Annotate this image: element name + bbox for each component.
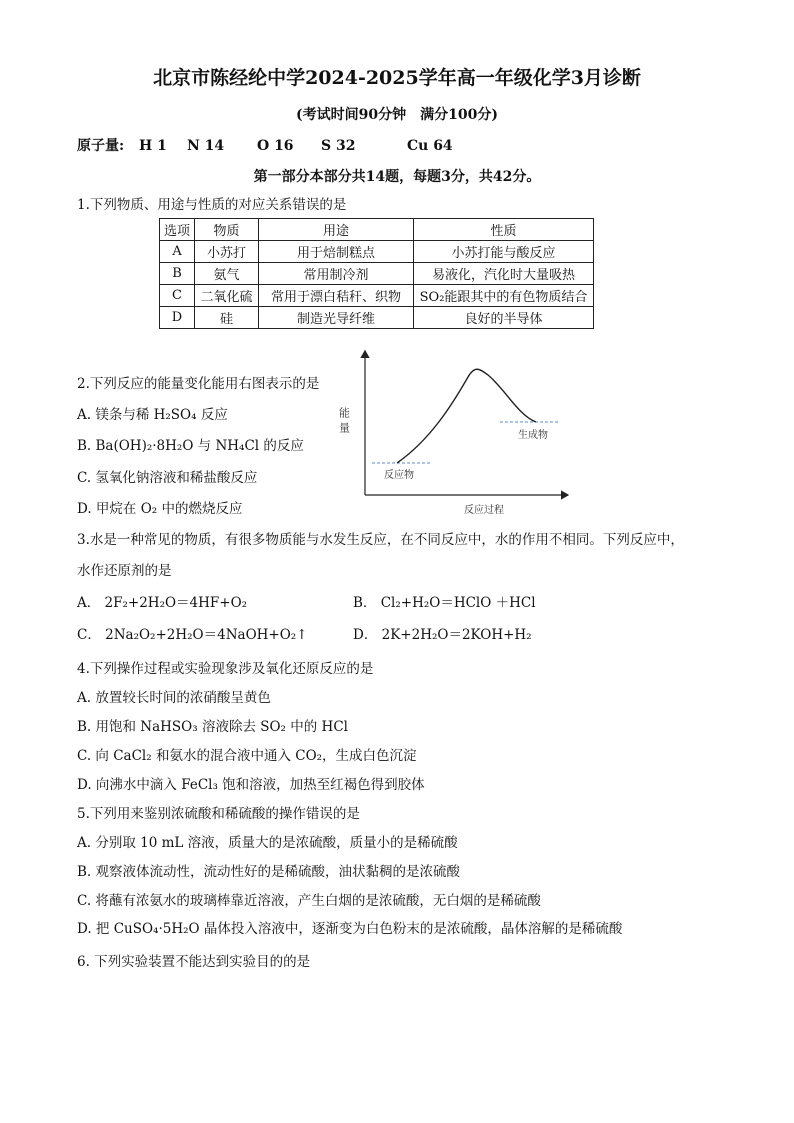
table-cell: 小苏打能与酸反应 [414, 241, 594, 263]
table-header-cell: 性质 [414, 219, 594, 241]
q5-option-c: C. 将蘸有浓氨水的玻璃棒靠近溶液，产生白烟的是浓硫酸，无白烟的是稀硫酸 [77, 893, 541, 909]
q2-option-b: B. Ba(OH)₂·8H₂O 与 NH₄Cl 的反应 [77, 438, 304, 454]
y-axis-label: 能量 [337, 407, 351, 437]
part-one-heading: 第一部分本部分共14题，每题3分，共42分。 [253, 169, 541, 185]
table-cell: 常用于漂白秸秆、织物 [259, 285, 414, 307]
q1-table [159, 218, 594, 329]
table-cell: 常用制冷剂 [259, 263, 414, 285]
q1-stem: 1.下列物质、用途与性质的对应关系错误的是 [77, 197, 347, 213]
q3-stem-line1: 3.水是一种常见的物质，有很多物质能与水发生反应，在不同反应中，水的作用不相同。下列反应中， [77, 532, 684, 548]
q5-option-a: A. 分别取 10 mL 溶液，质量大的是浓硫酸，质量小的是稀硫酸 [77, 835, 458, 851]
q2-option-d: D. 甲烷在 O₂ 中的燃烧反应 [77, 501, 243, 517]
exam-info: (考试时间90分钟 满分100分) [296, 107, 498, 123]
q4-stem: 4.下列操作过程或实验现象涉及氧化还原反应的是 [77, 661, 374, 677]
q3-option-c: C． 2Na₂O₂+2H₂O＝4NaOH+O₂↑ [77, 627, 308, 643]
table-header-cell: 选项 [160, 219, 195, 241]
table-cell: A [160, 241, 195, 263]
table-row [160, 307, 594, 329]
x-axis-label: 反应过程 [464, 505, 504, 516]
atomic-mass-cu: Cu 64 [407, 138, 453, 154]
q4-option-c: C. 向 CaCl₂ 和氨水的混合液中通入 CO₂，生成白色沉淀 [77, 748, 417, 764]
atomic-mass-n: N 14 [187, 138, 225, 154]
page-title: 北京市陈经纶中学2024-2025学年高一年级化学3月诊断 [153, 67, 641, 89]
table-row [160, 285, 594, 307]
q4-option-b: B. 用饱和 NaHSO₃ 溶液除去 SO₂ 中的 HCl [77, 719, 348, 735]
table-cell: 硅 [195, 307, 259, 329]
energy-curve [397, 369, 536, 463]
q5-option-b: B. 观察液体流动性，流动性好的是稀硫酸，油状黏稠的是浓硫酸 [77, 864, 461, 880]
table-header-row [160, 219, 594, 241]
table-cell: 良好的半导体 [414, 307, 594, 329]
product-label: 生成物 [518, 430, 548, 441]
table-cell: C [160, 285, 195, 307]
table-cell: 二氧化硫 [195, 285, 259, 307]
q5-stem: 5.下列用来鉴别浓硫酸和稀硫酸的操作错误的是 [77, 806, 360, 822]
table-cell: 氨气 [195, 263, 259, 285]
q4-option-d: D. 向沸水中滴入 FeCl₃ 饱和溶液，加热至红褐色得到胶体 [77, 777, 425, 793]
table-cell: 小苏打 [195, 241, 259, 263]
atomic-mass-s: S 32 [321, 138, 356, 154]
q3-option-a: A． 2F₂+2H₂O＝4HF+O₂ [77, 595, 248, 611]
reactant-label: 反应物 [384, 470, 414, 481]
table-cell: D [160, 307, 195, 329]
q2-option-c: C. 氢氧化钠溶液和稀盐酸反应 [77, 470, 258, 486]
energy-diagram [330, 345, 580, 520]
q2-option-a: A. 镁条与稀 H₂SO₄ 反应 [77, 407, 228, 423]
table-cell: 制造光导纤维 [259, 307, 414, 329]
table-cell: B [160, 263, 195, 285]
q3-stem-line2: 水作还原剂的是 [77, 563, 172, 579]
q2-stem: 2.下列反应的能量变化能用右图表示的是 [77, 376, 320, 392]
table-cell: SO₂能跟其中的有色物质结合 [414, 285, 594, 307]
q5-option-d: D. 把 CuSO₄·5H₂O 晶体投入溶液中，逐渐变为白色粉末的是浓硫酸，晶体溶解的是稀硫酸 [77, 921, 623, 937]
table-header-cell: 物质 [195, 219, 259, 241]
atomic-masses [77, 135, 453, 155]
table-cell: 易液化，汽化时大量吸热 [414, 263, 594, 285]
q3-option-d: D． 2K+2H₂O＝2KOH+H₂ [353, 627, 532, 643]
table-row [160, 263, 594, 285]
atomic-mass-o: O 16 [257, 138, 294, 154]
table-row [160, 241, 594, 263]
atomic-label: 原子量: [77, 138, 125, 154]
atomic-mass-h: H 1 [139, 138, 167, 154]
q6-stem: 6. 下列实验装置不能达到实验目的的是 [77, 954, 311, 970]
table-cell: 用于焙制糕点 [259, 241, 414, 263]
table-header-cell: 用途 [259, 219, 414, 241]
q3-option-b: B． Cl₂+H₂O＝HClO ＋HCl [353, 595, 536, 611]
q4-option-a: A. 放置较长时间的浓硝酸呈黄色 [77, 690, 271, 706]
